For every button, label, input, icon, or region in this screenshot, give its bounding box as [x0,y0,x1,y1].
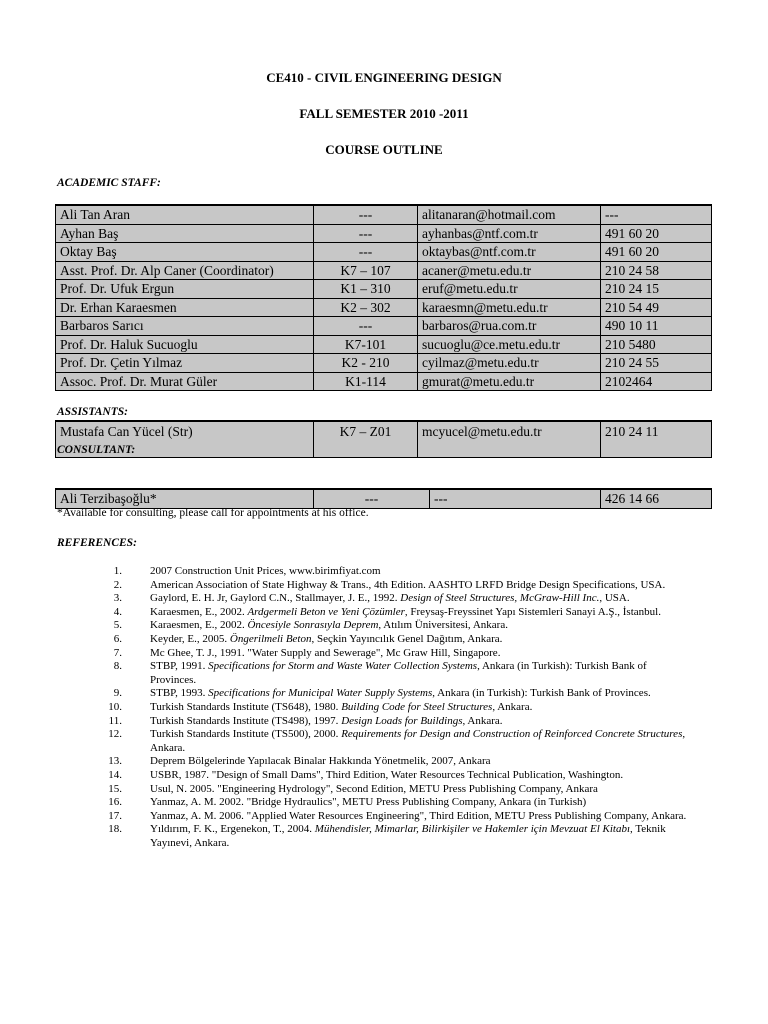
reference-title: Design Loads for Buildings [341,714,463,727]
reference-text: Gaylord, E. H. Jr, Gaylord C.N., Stallmayer, J. E., 1992. [150,592,401,605]
list-item [0,633,695,647]
reference-text: Karaesmen, E., 2002. [150,605,248,618]
reference-title: Öncesiyle Sonrasıyla Deprem [247,619,379,632]
list-item [0,592,695,606]
staff-email: gmurat@metu.edu.tr [418,372,601,391]
staff-email: alitanaran@hotmail.com [418,205,601,224]
reference-text: , Seçkin Yayıncılık Genel Dağıtım, Ankara. [311,632,503,645]
staff-phone: 491 60 20 [601,224,712,243]
staff-phone: --- [601,205,712,224]
list-item [0,796,695,810]
staff-phone: 210 24 55 [601,354,712,373]
reference-title: Design of Steel Structures, McGraw-Hill Inc. [400,592,600,605]
reference-text: USBR, 1987. "Design of Small Dams", Third Edition, Water Resources Technical Publication, Washington. [150,768,624,781]
reference-title: Mühendisler, Mimarlar, Bilirkişiler ve Hakemler için Mevzuat El Kitabı [314,823,631,836]
reference-text: STBP, 1991. [150,660,209,673]
reference-number: 8. [113,660,122,673]
reference-text: , Atılım Üniversitesi, Ankara. [378,619,508,632]
staff-email: oktaybas@ntf.com.tr [418,243,601,262]
list-item [0,823,695,850]
table-row [56,224,712,243]
reference-text: Keyder, E., 2005. [150,632,230,645]
table-row [56,261,712,280]
staff-email: eruf@metu.edu.tr [418,280,601,299]
list-item [0,579,695,593]
assistant-name: Mustafa Can Yücel (Str) [56,421,314,458]
staff-office: K7 – 107 [314,261,418,280]
reference-title: Specifications for Storm and Waste Water Collection Systems [208,660,478,673]
table-row [56,372,712,391]
table-row [56,280,712,299]
reference-text: , Ankara. [492,700,533,713]
references-label: REFERENCES: [57,537,137,549]
staff-office: K1 – 310 [314,280,418,299]
academic-staff-table [55,204,712,391]
reference-title: Requirements for Design and Construction of Reinforced Concrete Structures [341,728,683,741]
list-item [0,783,695,797]
consultant-table [55,488,712,509]
staff-name: Prof. Dr. Haluk Sucuoglu [56,335,314,354]
staff-phone: 2102464 [601,372,712,391]
reference-title: Ardgermeli Beton ve Yeni Çözümler [247,605,405,618]
staff-name: Barbaros Sarıcı [56,317,314,336]
assistant-office: K7 – Z01 [314,421,418,458]
staff-email: acaner@metu.edu.tr [418,261,601,280]
reference-text: , Ankara. [150,728,686,754]
staff-name: Oktay Baş [56,243,314,262]
staff-email: sucuoglu@ce.metu.edu.tr [418,335,601,354]
staff-office: --- [314,224,418,243]
staff-office: --- [314,205,418,224]
table-row [56,298,712,317]
staff-office: --- [314,317,418,336]
reference-text: , Ankara (in Turkish): Turkish Bank of Provinces. [432,687,651,700]
reference-number: 13. [108,755,122,768]
staff-phone: 210 5480 [601,335,712,354]
academic-staff-label: ACADEMIC STAFF: [57,177,161,189]
reference-text: Mc Ghee, T. J., 1991. "Water Supply and Sewerage", Mc Graw Hill, Singapore. [150,646,501,659]
reference-number: 5. [113,619,122,632]
staff-name: Assoc. Prof. Dr. Murat Güler [56,372,314,391]
list-item [0,687,695,701]
staff-name: Prof. Dr. Ufuk Ergun [56,280,314,299]
staff-email: cyilmaz@metu.edu.tr [418,354,601,373]
reference-title: Specifications for Municipal Water Supply Systems [208,687,433,700]
staff-email: ayhanbas@ntf.com.tr [418,224,601,243]
reference-number: 18. [108,823,122,836]
table-row [56,205,712,224]
reference-text: Usul, N. 2005. "Engineering Hydrology", Second Edition, METU Press Publishing Company, Ankara [150,782,598,795]
reference-number: 12. [108,728,122,741]
reference-number: 14. [108,768,122,781]
staff-name: Prof. Dr. Çetin Yılmaz [56,354,314,373]
reference-number: 2. [113,578,122,591]
reference-text: , USA. [599,592,630,605]
list-item [0,701,695,715]
reference-text: 2007 Construction Unit Prices, www.birimfiyat.com [150,565,381,577]
reference-text: Turkish Standards Institute (TS500), 2000. [150,728,342,741]
reference-number: 1. [113,565,122,577]
consultant-label: CONSULTANT: [57,444,136,456]
reference-number: 10. [108,700,122,713]
list-item [0,660,695,687]
reference-number: 16. [108,796,122,809]
semester-title: FALL SEMESTER 2010 -2011 [299,106,469,121]
reference-text: Yanmaz, A. M. 2006. "Applied Water Resources Engineering", Third Edition, METU Press Publishing Company, Ankara. [150,809,687,822]
consultant-office: --- [314,489,430,508]
assistants-table [55,420,712,458]
staff-office: K2 - 210 [314,354,418,373]
table-row [56,354,712,373]
reference-text: Karaesmen, E., 2002. [150,619,248,632]
list-item [0,565,695,579]
reference-number: 9. [113,687,122,700]
reference-number: 7. [113,646,122,659]
reference-text: , Ankara. [462,714,503,727]
staff-name: Ayhan Baş [56,224,314,243]
reference-text: American Association of State Highway & Trans., 4th Edition. AASHTO LRFD Bridge Design Specifications, USA. [150,578,666,591]
staff-phone: 210 24 58 [601,261,712,280]
list-item [0,755,695,769]
reference-text: STBP, 1993. [150,687,209,700]
table-row [56,421,712,458]
staff-name: Asst. Prof. Dr. Alp Caner (Coordinator) [56,261,314,280]
reference-text: , Freysaş-Freyssinet Yapı Sistemleri Sanayi A.Ş., İstanbul. [404,605,661,618]
reference-text: Deprem Bölgelerinde Yapılacak Binalar Hakkında Yönetmelik, 2007, Ankara [150,755,491,768]
table-row [56,243,712,262]
reference-text: Turkish Standards Institute (TS498), 1997. [150,714,342,727]
outline-title: COURSE OUTLINE [325,142,443,157]
staff-office: K7-101 [314,335,418,354]
reference-number: 15. [108,782,122,795]
list-item [0,715,695,729]
reference-number: 4. [113,605,122,618]
staff-phone: 490 10 11 [601,317,712,336]
reference-number: 3. [113,592,122,605]
consultant-phone: 426 14 66 [601,489,712,508]
list-item [0,769,695,783]
reference-number: 11. [108,714,122,727]
reference-text: Yıldırım, F. K., Ergenekon, T., 2004. [150,823,315,836]
list-item [0,619,695,633]
staff-phone: 210 54 49 [601,298,712,317]
table-row [56,335,712,354]
staff-phone: 210 24 15 [601,280,712,299]
list-item [0,810,695,824]
consultant-note: *Available for consulting, please call for appointments at his office. [57,507,369,519]
staff-office: --- [314,243,418,262]
table-row [56,317,712,336]
staff-office: K1-114 [314,372,418,391]
staff-name: Dr. Erhan Karaesmen [56,298,314,317]
list-item [0,606,695,620]
reference-text: Turkish Standards Institute (TS648), 1980. [150,700,342,713]
table-row [56,489,712,508]
staff-name: Ali Tan Aran [56,205,314,224]
assistants-label: ASSISTANTS: [57,406,128,418]
assistant-email: mcyucel@metu.edu.tr [418,421,601,458]
staff-phone: 491 60 20 [601,243,712,262]
staff-office: K2 – 302 [314,298,418,317]
reference-text: , Teknik Yayınevi, Ankara. [150,823,666,849]
references-list [0,565,768,850]
staff-email: karaesmn@metu.edu.tr [418,298,601,317]
reference-title: Öngerilmeli Beton [229,632,312,645]
reference-text: , Ankara (in Turkish): Turkish Bank of Provinces. [150,660,647,686]
reference-number: 6. [113,632,122,645]
list-item [0,728,695,755]
course-title: CE410 - CIVIL ENGINEERING DESIGN [266,70,502,85]
consultant-name: Ali Terzibaşoğlu* [56,489,314,508]
list-item [0,647,695,661]
reference-text: Yanmaz, A. M. 2002. "Bridge Hydraulics", METU Press Publishing Company, Ankara (in Turkish) [150,796,587,809]
assistant-phone: 210 24 11 [601,421,712,458]
consultant-email: --- [430,489,601,508]
reference-number: 17. [108,809,122,822]
reference-title: Building Code for Steel Structures [341,700,493,713]
staff-email: barbaros@rua.com.tr [418,317,601,336]
